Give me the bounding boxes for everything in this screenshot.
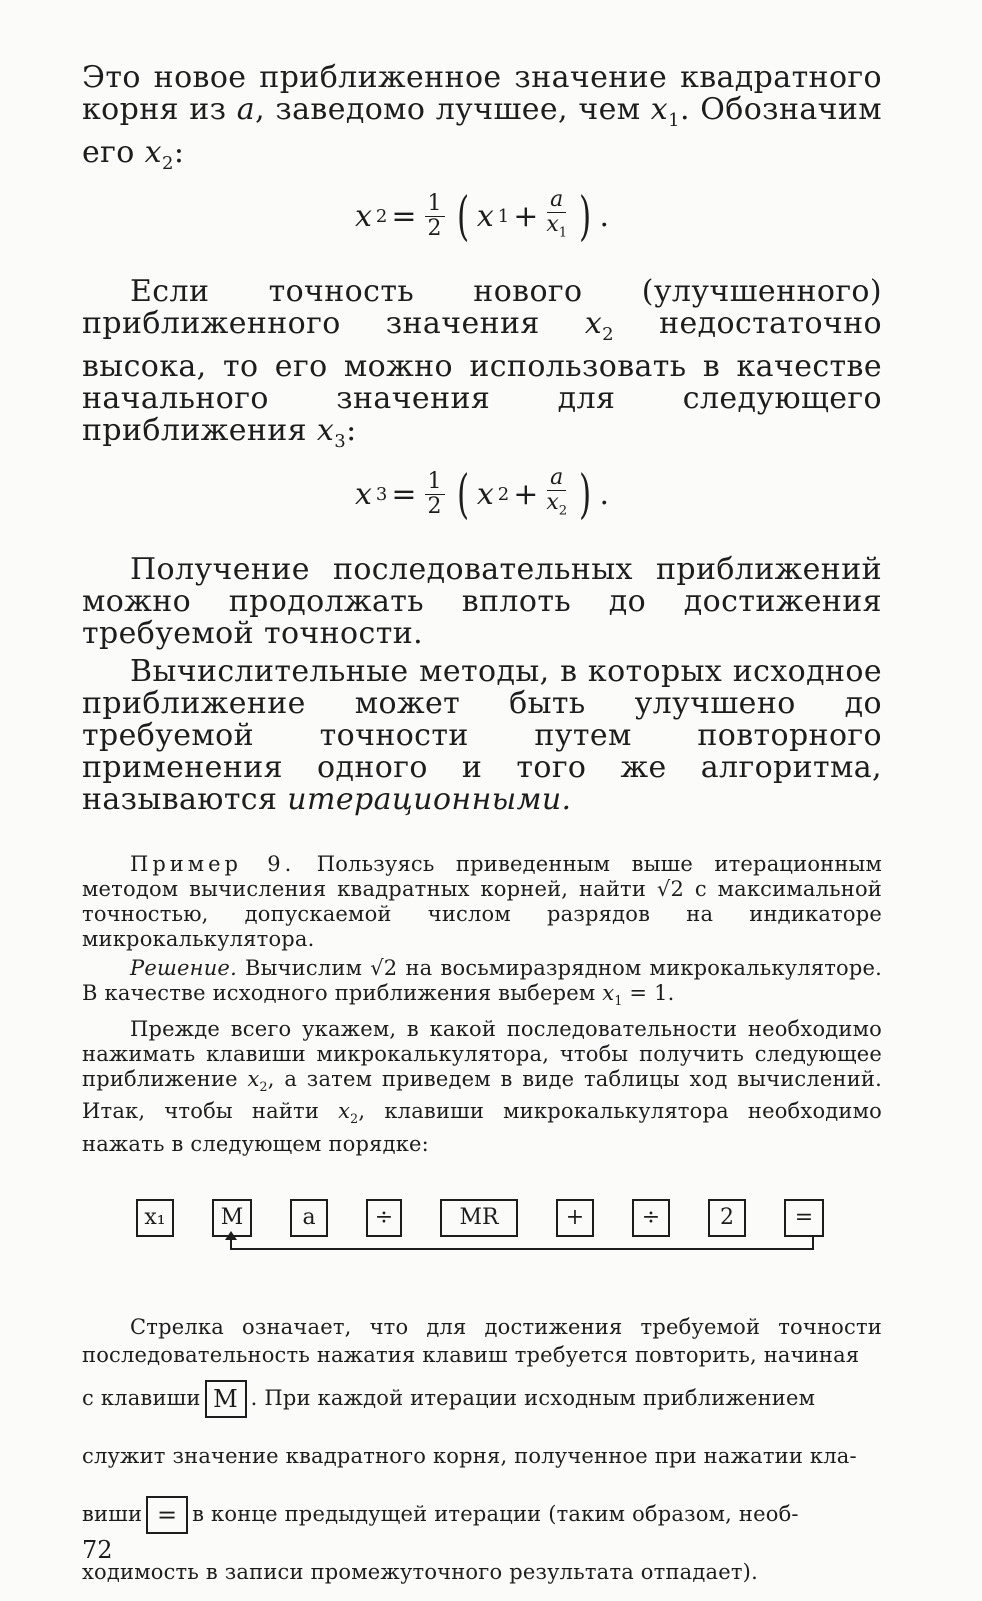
formula-x3 <box>82 466 882 540</box>
example-label: Пример 9. <box>130 852 296 876</box>
numerator: 1 <box>425 470 445 495</box>
text: , клавиши микрокалькулятора необходимо нажать в следующем порядке: <box>82 1099 882 1156</box>
variable: x <box>144 135 162 170</box>
subscript: 1 <box>558 225 568 241</box>
numerator: 1 <box>425 192 445 217</box>
subscript: 1 <box>497 206 510 228</box>
subscript: 2 <box>350 1111 359 1127</box>
variable: x <box>650 92 669 127</box>
key-divide: ÷ <box>366 1199 402 1237</box>
arrow-up-icon <box>225 1231 237 1240</box>
subscript: 3 <box>334 431 347 452</box>
notes-line-3: служит значение квадратного корня, полученное при нажатии кла- <box>82 1443 857 1468</box>
notes-line-4 <box>82 1485 882 1543</box>
text: . При каждой итерации исходным приближением <box>250 1385 816 1410</box>
subscript: 1 <box>668 110 680 131</box>
plus-sign: + <box>513 199 539 235</box>
notes-section <box>82 1313 882 1601</box>
open-paren: ( <box>456 464 469 525</box>
text: Пользуясь приведенным выше итерационным методом вычисления квадратных корней, найти <box>82 852 882 901</box>
solution <box>82 956 882 1013</box>
text: Вычислим <box>236 956 371 980</box>
fraction-a-over-x <box>546 188 567 245</box>
key-equals: = <box>784 1199 824 1237</box>
text: Прежде всего укажем, в какой последовательности необходимо нажимать клавиши микрокалькулятора, чтобы получить следующее приближение <box>82 1017 882 1092</box>
sqrt-expression: √2 <box>656 877 685 901</box>
inline-key-m: M <box>205 1380 247 1418</box>
inline-key-equals: = <box>146 1496 188 1534</box>
denominator: 2 <box>427 216 442 242</box>
open-paren: ( <box>456 186 469 247</box>
close-paren: ) <box>579 186 592 247</box>
period: . <box>599 199 609 235</box>
key-sequence-diagram <box>82 1191 882 1281</box>
numerator: a <box>547 466 566 491</box>
key-a: a <box>290 1199 328 1237</box>
fraction-half <box>425 192 445 241</box>
notes-line-5: ходимость в записи промежуточного результата отпадает). <box>82 1559 758 1584</box>
text: с максимальной точностью, допускаемой числом разрядов на индикаторе микрокалькулятора. <box>82 877 882 951</box>
example-section <box>82 852 882 1157</box>
subscript: 3 <box>375 484 388 506</box>
variable: x <box>247 1067 260 1092</box>
key-m: M <box>212 1199 252 1237</box>
subscript: 2 <box>375 206 388 228</box>
formula-lhs: x <box>355 199 372 235</box>
text: Это новое приближенное значение квадратного корня из <box>82 60 882 127</box>
denominator: 2 <box>427 494 442 520</box>
text: Вычислительные методы, в которых исходное приближение может быть улучшено до требуемой точности путем повторного применения одного и того же алгоритма, называются <box>82 654 882 817</box>
variable: x <box>602 981 615 1005</box>
key-2: 2 <box>708 1199 746 1237</box>
numerator: a <box>547 188 566 213</box>
text: : <box>173 135 185 170</box>
denominator: x <box>546 490 559 515</box>
subscript: 2 <box>162 153 174 174</box>
variable: a <box>236 92 256 127</box>
emphasis-term: итерационными. <box>287 782 572 817</box>
text: виши <box>82 1501 143 1526</box>
variable: x <box>338 1099 351 1124</box>
text: с клавиши <box>82 1385 201 1410</box>
close-paren: ) <box>579 464 592 525</box>
text: . Обозначим его <box>82 92 882 170</box>
plus-sign: + <box>513 477 539 513</box>
example-statement <box>82 852 882 952</box>
formula-lhs: x <box>355 477 372 513</box>
variable: x <box>584 306 603 341</box>
term: x <box>476 199 494 235</box>
paragraph-4 <box>82 656 882 816</box>
notes-line-1: Стрелка означает, что для достижения требуемой точности последовательность нажатия клавиш требуется повторить, начиная <box>82 1314 882 1367</box>
notes-line-2 <box>82 1369 882 1427</box>
paragraph-5 <box>82 1017 882 1156</box>
main-text <box>82 62 882 816</box>
loop-line-down <box>812 1235 814 1249</box>
equals-sign: = <box>391 477 417 513</box>
key-plus: + <box>556 1199 594 1237</box>
text: в конце предыдущей итерации (таким образом, необ- <box>192 1501 799 1526</box>
sqrt-expression: √2 <box>370 956 398 980</box>
book-page <box>82 62 882 1601</box>
subscript: 2 <box>497 484 510 506</box>
page-number: 72 <box>82 1536 113 1564</box>
solution-label: Решение. <box>130 956 237 980</box>
term: x <box>476 477 494 513</box>
denominator: x <box>546 212 559 237</box>
subscript: 2 <box>602 324 614 345</box>
text: недостаточно высока, то его можно использовать в качестве начального значения для следующего приближения <box>82 306 882 448</box>
paragraph-2 <box>82 276 882 458</box>
fraction-half <box>425 470 445 519</box>
paragraph-1 <box>82 62 882 180</box>
subscript: 1 <box>614 993 623 1009</box>
text: , заведомо лучшее, чем <box>255 92 651 127</box>
key-divide: ÷ <box>632 1199 670 1237</box>
text: = 1. <box>622 981 675 1005</box>
text: на восьмиразрядном микрокалькуляторе. В качестве исходного приближения выберем <box>82 956 882 1005</box>
equals-sign: = <box>391 199 417 235</box>
key-mr: MR <box>440 1199 518 1237</box>
formula-x2 <box>82 188 882 262</box>
fraction-a-over-x <box>546 466 567 523</box>
text: Если точность нового (улучшенного) приближенного значения <box>82 274 882 341</box>
subscript: 2 <box>558 503 568 519</box>
text: , а затем приведем в виде таблицы ход вычислений. Итак, чтобы найти <box>82 1067 882 1124</box>
variable: x <box>316 413 335 448</box>
text: : <box>346 413 357 448</box>
paragraph-3: Получение последовательных приближений можно продолжать вплоть до достижения требуемой точности. <box>82 552 882 651</box>
period: . <box>599 477 609 513</box>
subscript: 2 <box>259 1079 268 1095</box>
loop-line <box>230 1248 814 1250</box>
key-x1: x₁ <box>136 1199 174 1237</box>
